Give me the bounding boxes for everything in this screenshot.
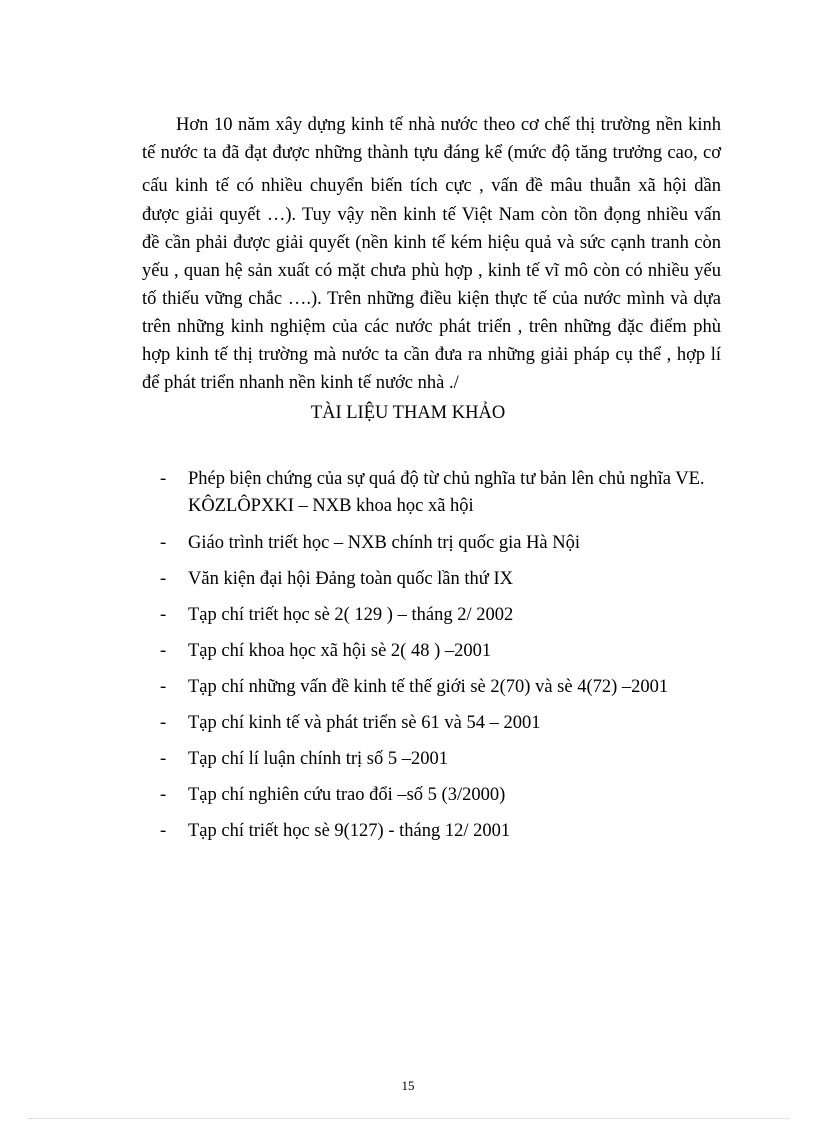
bullet-dash: - [160,641,167,661]
bullet-dash: - [160,821,167,841]
page-number: 15 [401,1078,415,1093]
bullet-dash: - [160,749,167,769]
reference-text: Phép biện chứng của sự quá độ từ chủ nghĩa tư bản lên chủ nghĩa VE. [188,469,705,489]
reference-text: Tạp chí triết học sè 9(127) - tháng 12/ 2001 [188,821,511,841]
bullet-dash: - [160,533,167,553]
reference-text: Tạp chí nghiên cứu trao đổi –số 5 (3/2000) [188,785,506,805]
reference-text: Tạp chí lí luận chính trị số 5 –2001 [188,749,448,769]
bullet-dash: - [160,785,167,805]
reference-text-continued: KÔZLÔPXKI – NXB khoa học xã hội [188,496,474,516]
reference-text: Văn kiện đại hội Đảng toàn quốc lần thứ IX [188,569,513,589]
paragraph-line: tế nước ta đã đạt được những thành tựu đáng kể (mức độ tăng trưởng cao, cơ [142,143,721,163]
paragraph-line: đề cần phải được giải quyết (nền kinh tế kém hiệu quả và sức cạnh tranh còn [142,233,721,253]
paragraph-line: trên những kinh nghiệm của các nước phát triển , trên những đặc điểm phù [142,317,721,337]
footer-divider [28,1118,788,1119]
reference-text: Giáo trình triết học – NXB chính trị quốc gia Hà Nội [188,533,581,553]
bullet-dash: - [160,713,167,733]
paragraph-line: tố thiếu vững chắc ….). Trên những điều kiện thực tế của nước mình và dựa [142,289,721,309]
references-heading: TÀI LIỆU THAM KHẢO [310,403,506,423]
paragraph-line: cấu kinh tế có nhiều chuyển biến tích cực , vấn đề mâu thuẫn xã hội dần [142,176,721,196]
bullet-dash: - [160,605,167,625]
reference-text: Tạp chí kinh tế và phát triển sè 61 và 54 – 2001 [188,713,541,733]
bullet-dash: - [160,469,167,489]
reference-text: Tạp chí khoa học xã hội sè 2( 48 ) –2001 [188,641,492,661]
bullet-dash: - [160,569,167,589]
reference-text: Tạp chí triết học sè 2( 129 ) – tháng 2/ 2002 [188,605,514,625]
paragraph-line: yếu , quan hệ sản xuất có mặt chưa phù hợp , kinh tế vĩ mô còn có nhiều yếu [142,261,721,281]
bullet-dash: - [160,677,167,697]
paragraph-line: hợp kinh tế thị trường mà nước ta cần đưa ra những giải pháp cụ thể , hợp lí [142,345,721,365]
reference-text: Tạp chí những vấn đề kinh tế thế giới sè 2(70) và sè 4(72) –2001 [188,677,669,697]
paragraph-line: Hơn 10 năm xây dựng kinh tế nhà nước theo cơ chế thị trường nền kinh [176,115,721,135]
paragraph-line: được giải quyết …). Tuy vậy nền kinh tế Việt Nam còn tồn đọng nhiều vấn [142,205,721,225]
paragraph-line: để phát triển nhanh nền kinh tế nước nhà ./ [142,373,459,393]
